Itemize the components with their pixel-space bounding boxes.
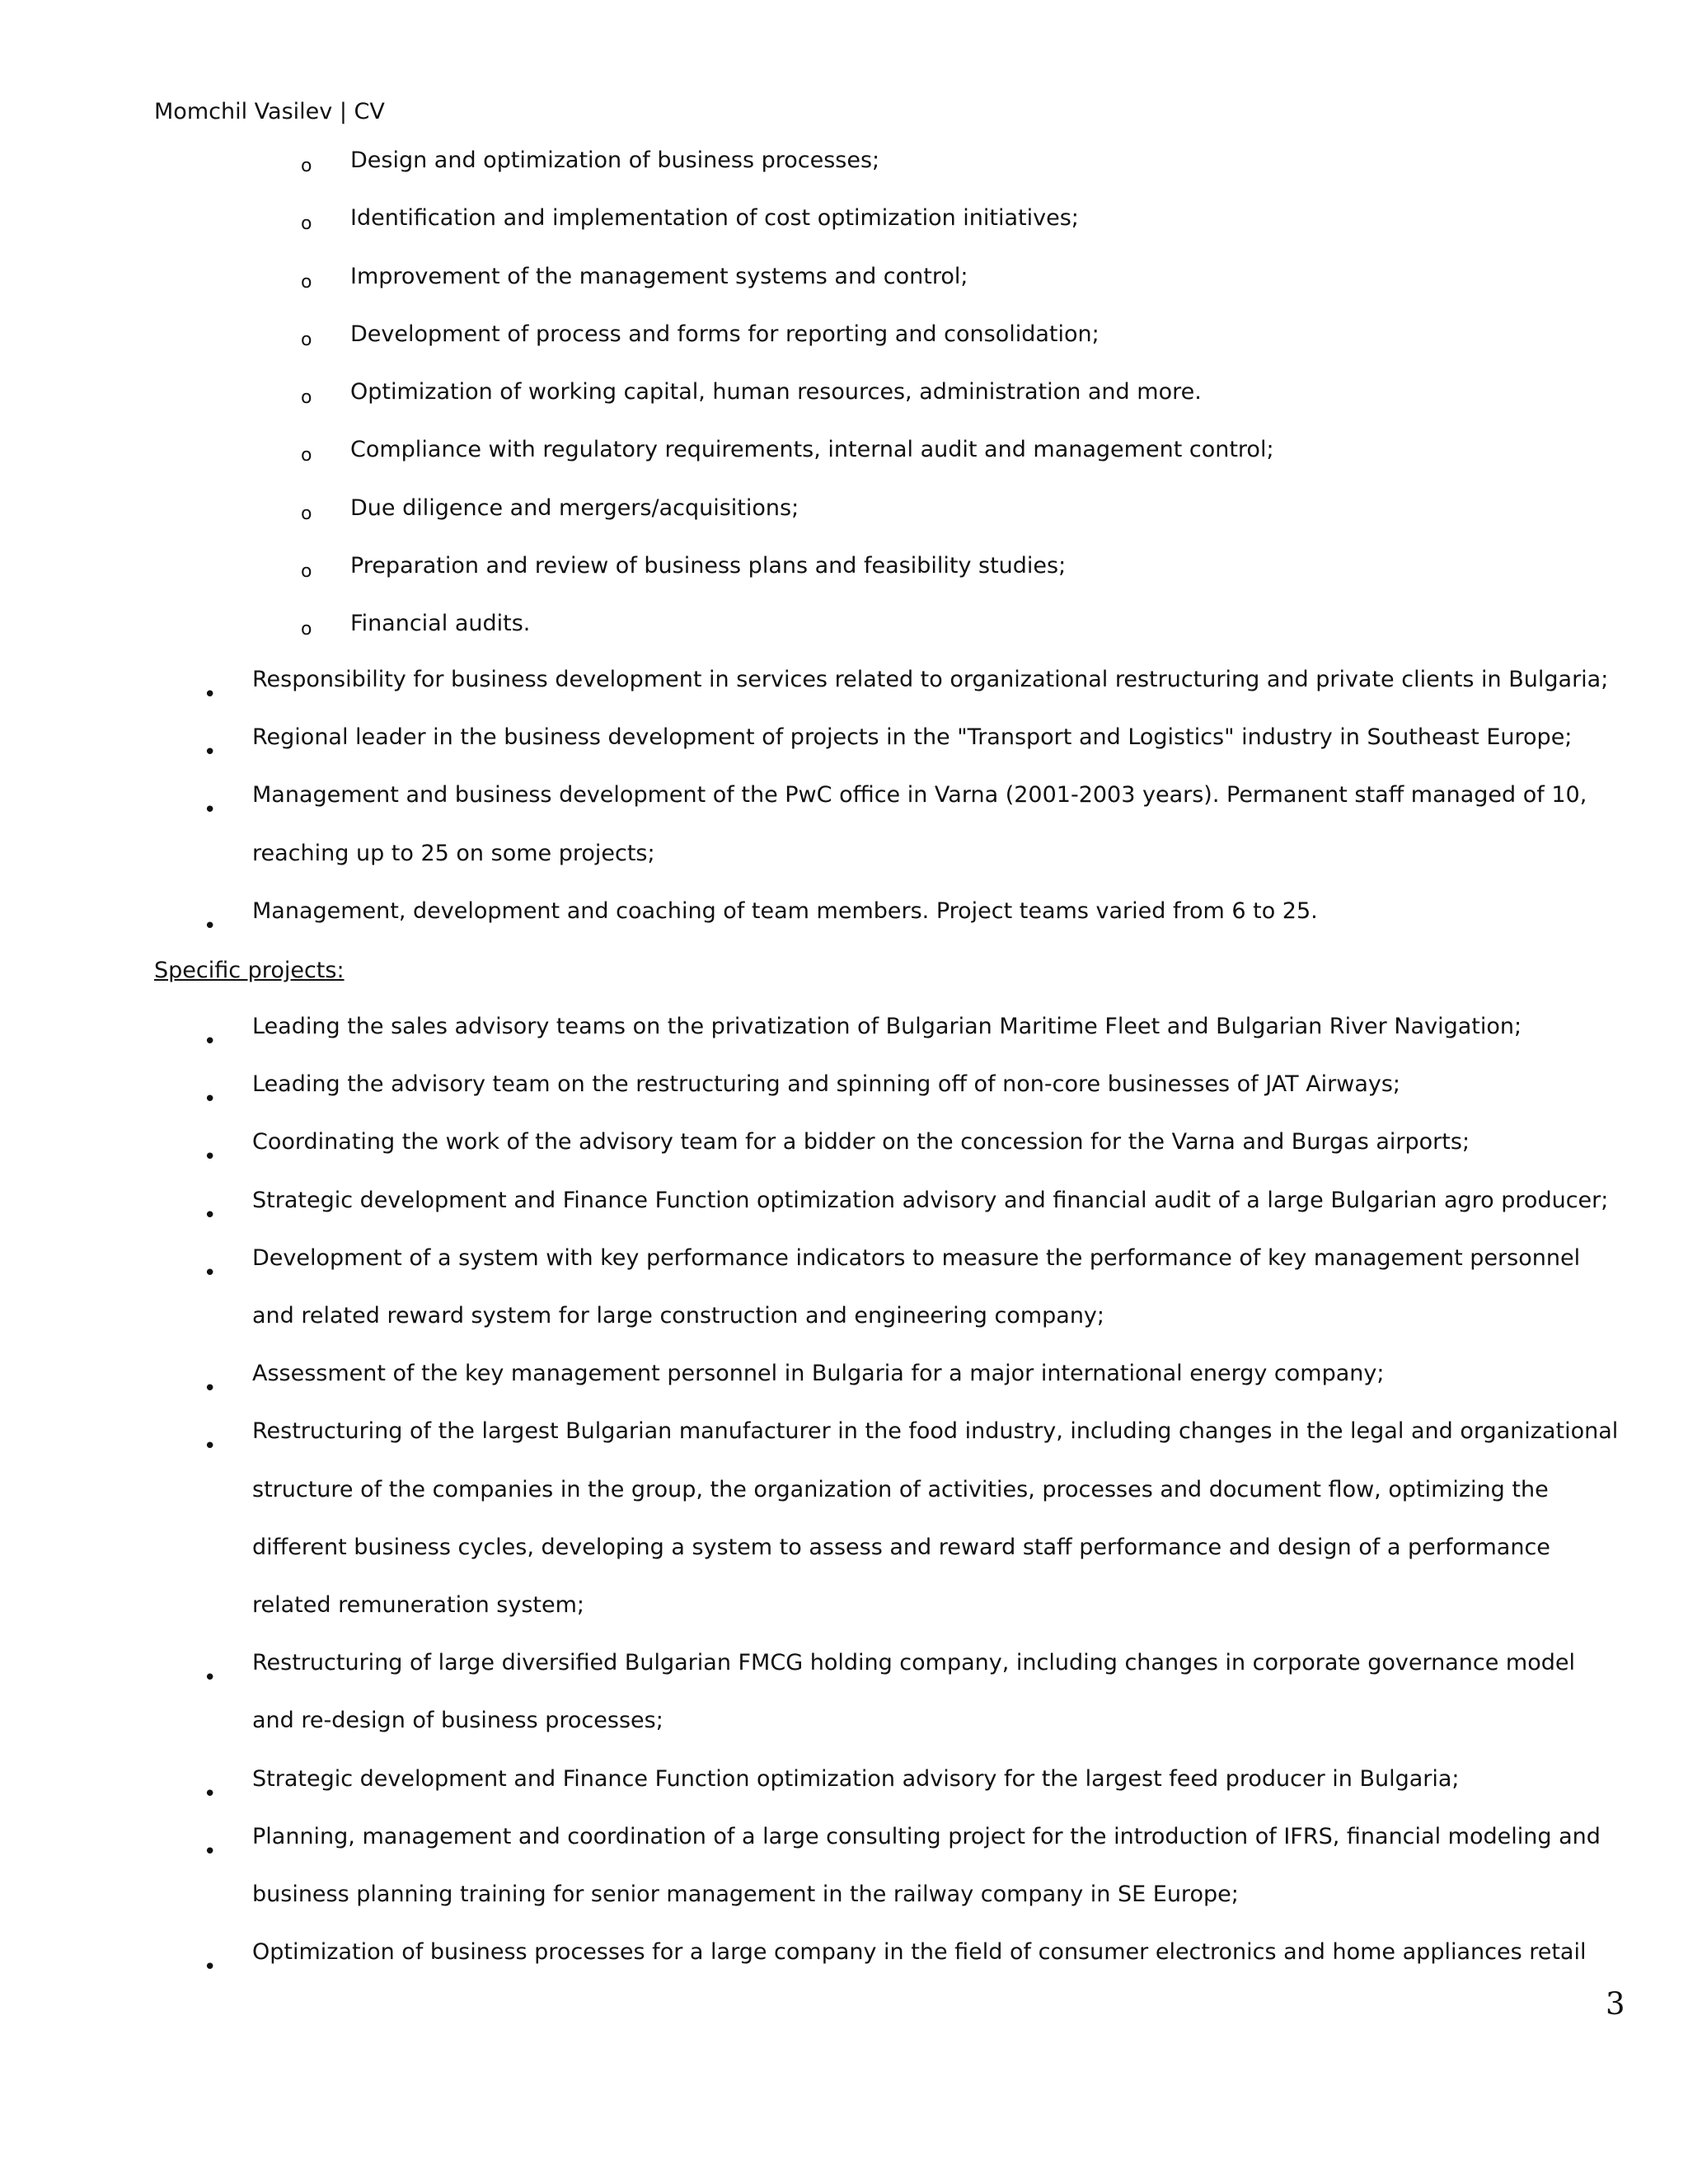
project-text: Leading the advisory team on the restructuring and spinning off of non-core businesses of JAT Airways; <box>252 1071 1401 1098</box>
list-item <box>0 898 1620 955</box>
responsibility-text: Management, development and coaching of team members. Project teams varied from 6 to 25. <box>252 898 1318 924</box>
project-text: Restructuring of the largest Bulgarian manufacturer in the food industry, including changes in the legal and organizational structure of the companies in the group, the organization of activities, processes and document flow, optimizing the different business cycles, developing a system to assess and reward staff performance and design of a performance related remuneration system; <box>252 1418 1619 1619</box>
circle-bullet-icon: o <box>301 271 312 293</box>
circle-bullet-icon: o <box>301 387 312 409</box>
bullet-icon: • <box>204 1029 217 1054</box>
bullet-icon: • <box>204 1087 217 1113</box>
bullet-icon: • <box>204 740 217 766</box>
bullet-icon: • <box>204 1145 217 1170</box>
specific-projects-list <box>0 1013 1620 1996</box>
page-header: Momchil Vasilev | CV <box>154 99 385 124</box>
specific-projects-heading: Specific projects: <box>154 958 345 983</box>
list-item <box>0 1823 1620 1938</box>
bullet-icon: • <box>204 1666 217 1691</box>
project-text: Strategic development and Finance Function optimization advisory and financial audit of a large Bulgarian agro producer; <box>252 1187 1609 1213</box>
circle-bullet-icon: o <box>301 503 312 524</box>
sub-item-text: Design and optimization of business processes; <box>350 148 880 173</box>
list-item <box>0 781 1620 897</box>
bullet-icon: • <box>204 798 217 823</box>
sub-item-text: Preparation and review of business plans and feasibility studies; <box>350 553 1067 579</box>
bullet-icon: • <box>204 1434 217 1460</box>
bullet-icon: • <box>204 1955 217 1980</box>
circle-bullet-icon: o <box>301 619 312 640</box>
list-item <box>0 1938 1620 1996</box>
project-text: Restructuring of large diversified Bulgarian FMCG holding company, including changes in corporate governance model and re-design of business processes; <box>252 1650 1575 1734</box>
bullet-icon: • <box>204 1781 217 1807</box>
sub-item-text: Improvement of the management systems and control; <box>350 263 968 289</box>
bullet-icon: • <box>204 682 217 707</box>
circle-bullet-icon: o <box>301 561 312 583</box>
project-text: Planning, management and coordination of a large consulting project for the introduction of IFRS, financial modeling and business planning training for senior management in the railway company in SE Europe; <box>252 1823 1601 1908</box>
bullet-icon: • <box>204 1839 217 1864</box>
list-item <box>0 1418 1620 1649</box>
bullet-icon: • <box>204 1202 217 1228</box>
sub-item-text: Identification and implementation of cost optimization initiatives; <box>350 205 1079 232</box>
project-text: Leading the sales advisory teams on the privatization of Bulgarian Maritime Fleet and Bulgarian River Navigation; <box>252 1014 1522 1039</box>
bullet-icon: • <box>204 1376 217 1402</box>
circle-bullet-icon: o <box>301 156 312 176</box>
project-text: Development of a system with key performance indicators to measure the performance of key management personnel and related reward system for large construction and engineering company; <box>252 1244 1581 1329</box>
project-text: Assessment of the key management personnel in Bulgaria for a major international energy company; <box>252 1361 1385 1387</box>
project-text: Optimization of business processes for a large company in the field of consumer electronics and home appliances retail <box>252 1939 1587 1966</box>
project-text: Strategic development and Finance Function optimization advisory for the largest feed producer in Bulgaria; <box>252 1765 1460 1792</box>
sub-item-text: Due diligence and mergers/acquisitions; <box>350 494 799 521</box>
sub-item-text: Development of process and forms for reporting and consolidation; <box>350 321 1100 347</box>
circle-bullet-icon: o <box>301 329 312 350</box>
project-text: Coordinating the work of the advisory team for a bidder on the concession for the Varna and Burgas airports; <box>252 1129 1470 1155</box>
bullet-icon: • <box>204 913 217 939</box>
responsibility-text: Management and business development of the PwC office in Varna (2001-2003 years). Permanent staff managed of 10, reaching up to 25 on some projects; <box>252 782 1587 866</box>
responsibility-text: Responsibility for business development in services related to organizational restructuring and private clients in Bulgaria; <box>252 667 1609 692</box>
sub-item-text: Compliance with regulatory requirements, internal audit and management control; <box>350 437 1274 463</box>
responsibilities-list <box>0 666 1620 955</box>
sub-item-text: Optimization of working capital, human resources, administration and more. <box>350 379 1202 405</box>
responsibility-text: Regional leader in the business development of projects in the "Transport and Logistics" industry in Southeast Europe; <box>252 724 1573 751</box>
list-item <box>0 1244 1620 1360</box>
page-number: 3 <box>1606 1986 1625 2022</box>
list-item <box>0 1649 1620 1765</box>
circle-bullet-icon: o <box>301 213 312 235</box>
circle-bullet-icon: o <box>301 445 312 466</box>
sub-item-text: Financial audits. <box>350 611 531 637</box>
bullet-icon: • <box>204 1260 217 1286</box>
